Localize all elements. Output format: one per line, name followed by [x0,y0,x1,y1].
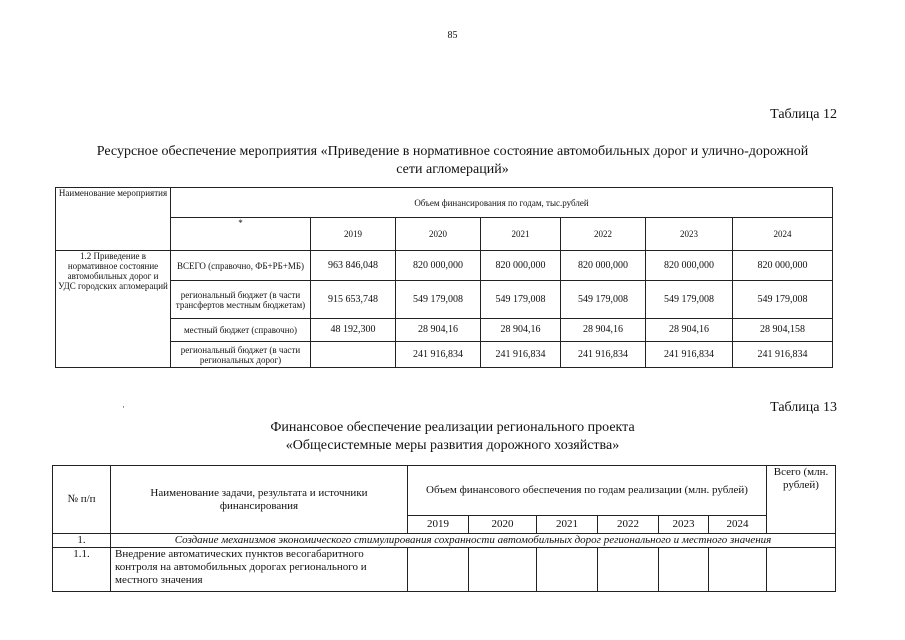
table-13-title [0,419,905,455]
table-12-caption: Таблица 12 [770,107,837,122]
table-row [56,319,833,342]
table-12-title-line1: Ресурсное обеспечение мероприятия «Приведение в нормативное состояние автомобильных дорог и улично-дорожной [96,144,809,159]
table-13-title-line1: Финансовое обеспечение реализации регионального проекта [270,420,635,435]
t12-measure: 1.2 Приведение в нормативное состояние автомобильных дорог и УДС городских агломераций [56,251,171,368]
t12-cell: 820 000,000 [733,251,833,281]
t12-cell: 28 904,16 [481,319,561,342]
t13-cell [709,548,767,592]
t13-cell [598,548,659,592]
table-13 [52,465,836,592]
table-12-title [0,143,905,179]
t13-year: 2021 [537,516,598,534]
t13-row-text: Внедрение автоматических пунктов весогабаритного контроля на автомобильных дорогах регионального и местного значения [111,548,408,592]
t13-header-name: Наименование задачи, результата и источники финансирования [111,466,408,534]
t12-year: 2021 [481,218,561,251]
t13-row-text: Создание механизмов экономического стимулирования сохранности автомобильных дорог регионального и местного значения [111,534,836,548]
t12-cell: 549 179,008 [561,281,646,319]
t12-cell: 241 916,834 [396,342,481,368]
t13-row-num: 1.1. [53,548,111,592]
t12-cell: 28 904,158 [733,319,833,342]
t12-header-name: Наименование мероприятия [56,188,171,251]
t13-cell [408,548,469,592]
t13-year: 2020 [469,516,537,534]
t12-row-label: региональный бюджет (в части региональных дорог) [171,342,311,368]
t12-cell: 820 000,000 [561,251,646,281]
t12-cell: 241 916,834 [733,342,833,368]
t12-row-label: местный бюджет (справочно) [171,319,311,342]
t13-header-volume: Объем финансового обеспечения по годам реализации (млн. рублей) [408,466,767,516]
table-row [56,251,833,281]
t12-cell: 963 846,048 [311,251,396,281]
stray-mark: · [122,402,125,412]
t12-cell: 48 192,300 [311,319,396,342]
t12-cell: 241 916,834 [481,342,561,368]
t12-cell: 241 916,834 [561,342,646,368]
t12-cell [311,342,396,368]
t12-cell: 28 904,16 [396,319,481,342]
t13-row-num: 1. [53,534,111,548]
table-row [56,281,833,319]
t12-row-label: региональный бюджет (в части трансфертов местным бюджетам) [171,281,311,319]
table-13-caption: Таблица 13 [770,400,837,415]
t12-year: 2022 [561,218,646,251]
t13-header-total: Всего (млн. рублей) [767,466,836,534]
t12-cell: 241 916,834 [646,342,733,368]
t13-year: 2019 [408,516,469,534]
t12-cell: 820 000,000 [396,251,481,281]
t12-year: 2023 [646,218,733,251]
t12-cell: 820 000,000 [481,251,561,281]
t12-year: 2019 [311,218,396,251]
table-row [53,548,836,592]
t12-cell: 549 179,008 [396,281,481,319]
t12-year: 2020 [396,218,481,251]
t12-header-star: * [171,218,311,251]
t13-year: 2022 [598,516,659,534]
t13-cell [469,548,537,592]
t12-cell: 28 904,16 [561,319,646,342]
t12-cell: 549 179,008 [733,281,833,319]
table-row [56,342,833,368]
t13-year: 2024 [709,516,767,534]
page-number: 85 [447,30,458,41]
t13-cell [537,548,598,592]
t13-header-num: № п/п [53,466,111,534]
t12-cell: 28 904,16 [646,319,733,342]
table-row [53,534,836,548]
table-13-title-line2: «Общесистемные меры развития дорожного хозяйства» [285,438,620,453]
t12-cell: 549 179,008 [481,281,561,319]
t12-cell: 820 000,000 [646,251,733,281]
t13-cell [659,548,709,592]
t12-cell: 915 653,748 [311,281,396,319]
t12-cell: 549 179,008 [646,281,733,319]
t13-cell [767,548,836,592]
t12-header-volume: Объем финансирования по годам, тыс.рублей [171,188,833,218]
t13-year: 2023 [659,516,709,534]
t12-year: 2024 [733,218,833,251]
table-12-title-line2: сети агломераций» [396,162,509,177]
t12-row-label: ВСЕГО (справочно, ФБ+РБ+МБ) [171,251,311,281]
table-12 [55,187,833,368]
